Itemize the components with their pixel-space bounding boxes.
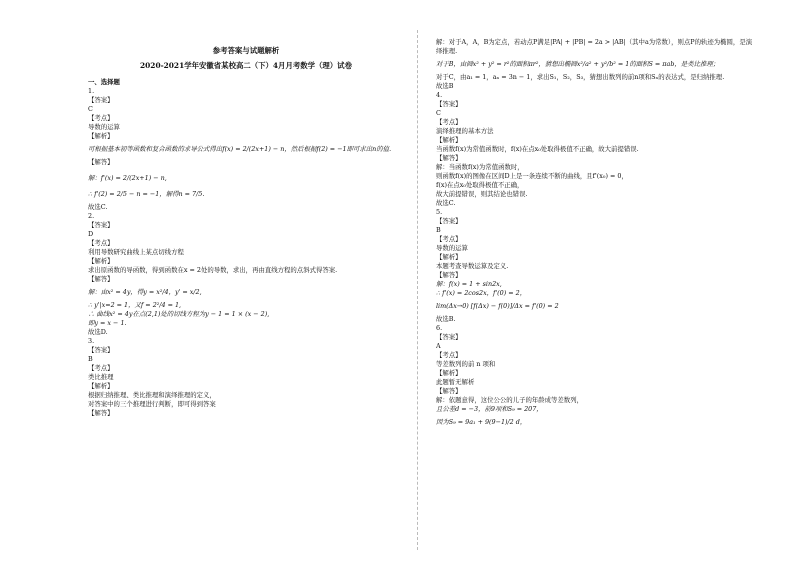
q1-step-2: ∴ f'(2) = 2/5 − n = −1，解得n = 7/5. xyxy=(88,190,205,198)
q2-jiexi-tag: 【解析】 xyxy=(88,257,114,265)
q3-answer-tag: 【答案】 xyxy=(88,346,114,354)
document-title: 参考答案与试题解析 xyxy=(212,46,280,55)
q5-step-4: 故选B. xyxy=(436,315,456,323)
q4-jieda-tag: 【解答】 xyxy=(436,154,462,162)
q6-step-1: 解：依题意得，这位公公的儿子的年龄成等差数列， xyxy=(436,396,583,404)
q4-step-2: 则函数f(x)的图像在区间D上是一条连续不断的曲线，且f'(x₀) = 0， xyxy=(436,172,628,180)
q4-jiexi: 当函数f(x)为常值函数时，f(x)在点x₀处取得极值不正确，故大前提错误. xyxy=(436,145,639,153)
q3-solution-line-3: 对于B，由圆x² + y² = r²的面积πr²，猜想出椭圆x²/a² + y²/b² = 1的面积S = πab，是类比推理； xyxy=(436,60,720,68)
q1-kaodian: 导数的运算 xyxy=(88,123,120,131)
q6-step-2: 且公差d = −3，前9项和S₉ = 207， xyxy=(436,405,543,413)
q3-jiexi-line-2: 对答案中的三个推理进行判断，即可得到答案 xyxy=(88,400,216,408)
q1-answer: C xyxy=(88,105,93,113)
q4-step-3: f(x)在点x₀处取得极值不正确， xyxy=(436,181,524,189)
q3-jiexi-line-1: 根据归纳推理、类比推理和演绎推理的定义， xyxy=(88,391,216,399)
q2-step-1: 解：由x² = 4y，得y = x²/4，y' = x/2, xyxy=(88,288,202,296)
q1-jiexi-tag: 【解析】 xyxy=(88,132,114,140)
q4-kaodian: 演绎推理的基本方法 xyxy=(436,127,494,135)
q3-solution-line-5: 故选B xyxy=(436,82,454,90)
q2-answer-tag: 【答案】 xyxy=(88,221,114,229)
q5-answer-tag: 【答案】 xyxy=(436,217,462,225)
q2-step-2: ∴ y'|x=2 = 1，又f = 2²/4 = 1, xyxy=(88,301,182,309)
q5-step-3: lim(Δx→0) [f(Δx) − f(0)]/Δx = f'(0) = 2 xyxy=(436,302,559,310)
q6-answer: A xyxy=(436,342,441,350)
q5-step-2: ∴ f'(x) = 2cos2x，f'(0) = 2， xyxy=(436,289,527,297)
q6-jiexi-tag: 【解析】 xyxy=(436,369,462,377)
q6-kaodian-tag: 【考点】 xyxy=(436,351,462,359)
q2-step-3: ∴ 曲线x² = 4y在点(2,1)处的切线方程为y − 1 = 1 × (x − 2), xyxy=(88,310,270,318)
q3-solution-line-4: 对于C，由a₁ = 1，aₙ = 3n − 1，求出S₁，S₂，S₃，猜想出数列的前n项和Sₙ的表达式，是归纳推理. xyxy=(436,73,725,81)
q5-jiexi: 本题考查导数运算及定义. xyxy=(436,262,509,270)
q5-answer: B xyxy=(436,226,441,234)
q1-number: 1. xyxy=(88,87,95,95)
q3-number: 3. xyxy=(88,337,95,345)
q1-step-1: 解：f'(x) = 2/(2x+1) − n, xyxy=(88,174,167,182)
q2-kaodian-tag: 【考点】 xyxy=(88,239,114,247)
q6-number: 6. xyxy=(436,324,443,332)
q3-kaodian: 类比推理 xyxy=(88,373,114,381)
q6-jiexi: 此题暂无解析 xyxy=(436,378,475,386)
q4-step-1: 解：当函数f(x)为常值函数时， xyxy=(436,163,524,171)
q3-solution-line-1: 解：对于A，A，B为定点，若动点P满足|PA| + |PB| = 2a > |AB|（其中a为常数），则点P的轨迹为椭圆，是演 xyxy=(436,38,752,46)
q2-jieda-tag: 【解答】 xyxy=(88,275,114,283)
q1-answer-tag: 【答案】 xyxy=(88,96,114,104)
q1-step-3: 故选C. xyxy=(88,203,108,211)
q3-jieda-tag: 【解答】 xyxy=(88,409,114,417)
q4-answer-tag: 【答案】 xyxy=(436,100,462,108)
q5-kaodian-tag: 【考点】 xyxy=(436,235,462,243)
q4-step-4: 故大前提错误，则其结论也错误. xyxy=(436,190,528,198)
q6-step-3: 因为S₉ = 9a₁ + 9(9−1)/2 d， xyxy=(436,418,527,426)
q5-kaodian: 导数的运算 xyxy=(436,244,468,252)
q3-answer: B xyxy=(88,355,93,363)
q2-answer: D xyxy=(88,230,94,238)
q1-jieda-tag: 【解答】 xyxy=(88,158,114,166)
q6-jieda-tag: 【解答】 xyxy=(436,387,462,395)
document-subtitle: 2020-2021学年安徽省某校高二（下）4月月考数学（理）试卷 xyxy=(140,61,352,70)
q3-solution-line-2: 绎推理. xyxy=(436,47,458,55)
q2-step-5: 故选D. xyxy=(88,328,108,336)
q4-number: 4. xyxy=(436,91,443,99)
q2-jiexi: 求出原函数的导函数，得到函数在x = 2处的导数，求出，再由直线方程的点斜式得答案. xyxy=(88,266,338,274)
q3-jiexi-tag: 【解析】 xyxy=(88,382,114,390)
q6-answer-tag: 【答案】 xyxy=(436,333,462,341)
q5-jieda-tag: 【解答】 xyxy=(436,271,462,279)
q4-step-5: 故选C. xyxy=(436,199,456,207)
q2-number: 2. xyxy=(88,212,95,220)
q2-kaodian: 利用导数研究曲线上某点切线方程 xyxy=(88,248,184,256)
q1-kaodian-tag: 【考点】 xyxy=(88,114,114,122)
column-divider xyxy=(417,30,418,550)
q1-jiexi: 可根据基本初等函数和复合函数的求导公式得出f(x) = 2/(2x+1) − n，然后根据f(2) = −1即可求出n的值. xyxy=(88,145,392,153)
q4-jiexi-tag: 【解析】 xyxy=(436,136,462,144)
right-column xyxy=(436,38,752,427)
q6-kaodian: 等差数列的前 n 项和 xyxy=(436,360,496,368)
section-heading: 一、选择题 xyxy=(88,78,120,86)
left-column xyxy=(88,38,404,418)
q5-step-1: 解：f(x) = 1 + sin2x, xyxy=(436,280,502,288)
q5-number: 5. xyxy=(436,208,443,216)
q3-kaodian-tag: 【考点】 xyxy=(88,364,114,372)
q4-answer: C xyxy=(436,109,441,117)
q2-step-4: 即y = x − 1. xyxy=(88,319,127,327)
q5-jiexi-tag: 【解析】 xyxy=(436,253,462,261)
q4-kaodian-tag: 【考点】 xyxy=(436,118,462,126)
